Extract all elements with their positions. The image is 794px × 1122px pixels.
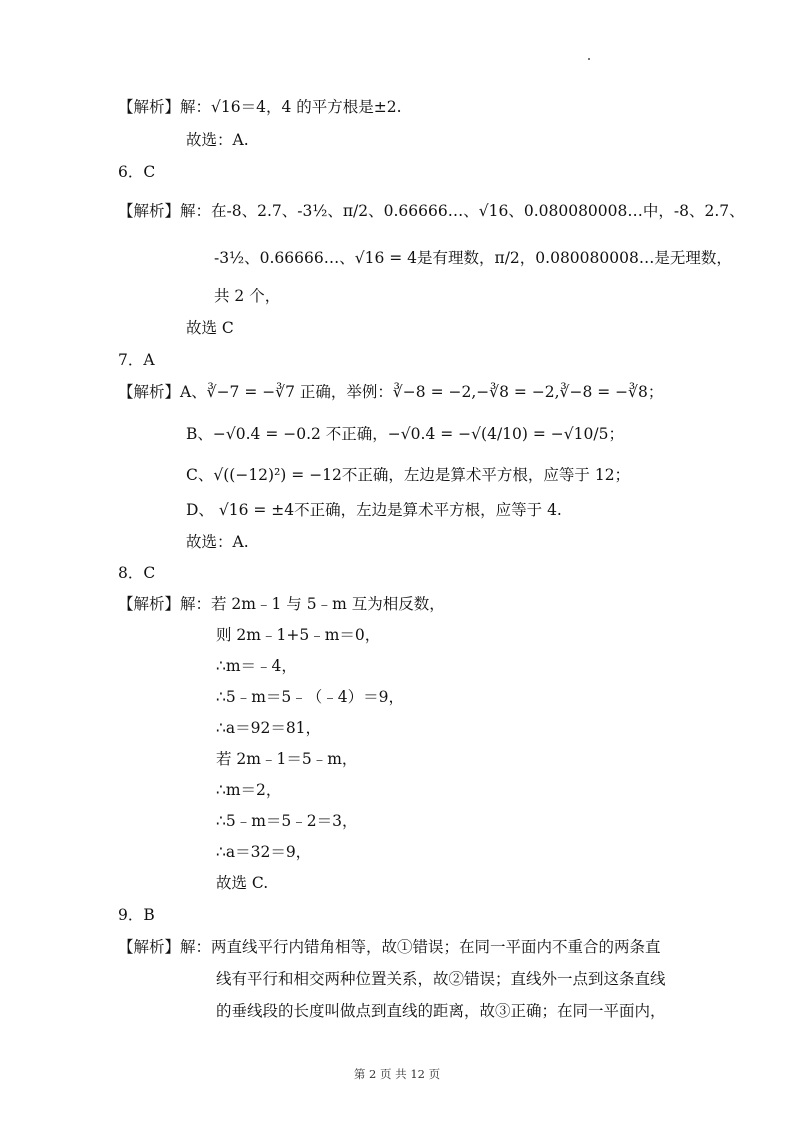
q9-analysis-line-3: 的垂线段的长度叫做点到直线的距离，故③正确；在同一平面内， <box>216 1002 666 1020</box>
q8-line-2: ∴m＝﹣4， <box>216 657 297 675</box>
q7-option-d: D、 √16 = ±4不正确，左边是算术平方根，应等于 4. <box>186 501 562 519</box>
q7-choose: 故选：A. <box>186 533 249 551</box>
q7-option-a: 【解析】A、∛−7 = −∛7 正确，举例：∛−8 = −2,−∛8 = −2,∛−8 = −∛8； <box>118 383 664 401</box>
q7-answer: 7．A <box>118 351 155 369</box>
q9-analysis-line-1: 【解析】解：两直线平行内错角相等，故①错误；在同一平面内不重合的两条直 <box>118 938 661 956</box>
q7-option-c: C、√((−12)²) = −12不正确，左边是算术平方根，应等于 12； <box>186 466 631 484</box>
q8-line-4: ∴a＝92＝81， <box>216 719 322 737</box>
q6-analysis-line-2: -3½、0.66666…、√16 = 4是有理数，π/2，0.080080008…是无理数， <box>214 249 732 267</box>
q8-line-7: ∴5﹣m＝5﹣2＝3， <box>216 812 358 830</box>
q6-choose: 故选 C <box>186 319 234 337</box>
q8-line-6: ∴m＝2， <box>216 781 282 799</box>
q7-option-b: B、−√0.4 = −0.2 不正确，−√0.4 = −√(4/10) = −√10/5； <box>186 425 624 443</box>
q8-line-5: 若 2m﹣1＝5﹣m， <box>216 750 358 768</box>
q9-analysis-line-2: 线有平行和相交两种位置关系，故②错误；直线外一点到这条直线 <box>216 970 666 988</box>
q5-choose: 故选：A. <box>186 131 249 149</box>
q8-line-3: ∴5﹣m＝5﹣（﹣4）＝9， <box>216 688 405 706</box>
q6-answer: 6．C <box>118 163 156 181</box>
q5-analysis: 【解析】解：√16＝4，4 的平方根是±2. <box>118 98 402 116</box>
q8-line-1: 则 2m﹣1+5﹣m＝0， <box>216 626 381 644</box>
q8-line-0: 【解析】解：若 2m﹣1 与 5﹣m 互为相反数， <box>118 595 445 613</box>
page-footer: 第 2 页 共 12 页 <box>353 1067 441 1081</box>
q6-analysis-line-3: 共 2 个， <box>214 287 281 305</box>
q8-line-8: ∴a＝32＝9， <box>216 843 312 861</box>
q9-answer: 9．B <box>118 906 155 924</box>
q8-answer: 8．C <box>118 564 156 582</box>
scan-dot <box>588 58 590 60</box>
q6-analysis-line-1: 【解析】解：在-8、2.7、-3½、π/2、0.66666…、√16、0.080080008…中，-8、2.7、 <box>118 202 745 220</box>
q8-line-9: 故选 C. <box>216 874 269 892</box>
